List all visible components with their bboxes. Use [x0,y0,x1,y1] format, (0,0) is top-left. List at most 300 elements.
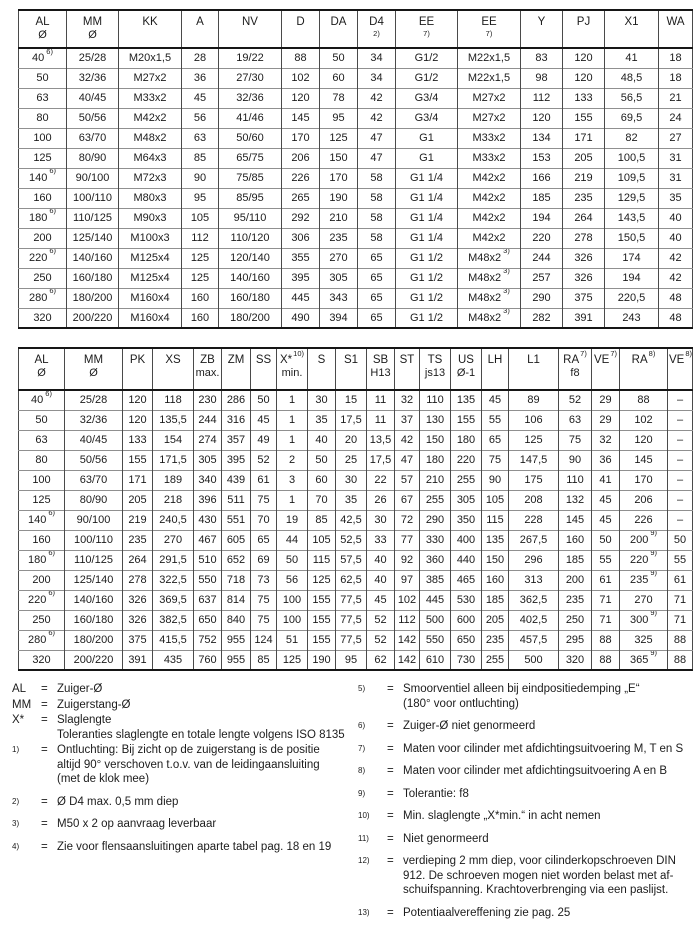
table-cell: – [668,410,693,430]
column-header: Y [521,10,563,48]
footnote-text: Zie voor flensaansluitingen aparte tabel pag. 18 en 19 [57,840,332,853]
table-cell: 29 [592,410,620,430]
table-cell: 395 [222,450,251,470]
footnote-item [12,698,346,713]
table-cell: 330 [420,530,451,550]
table-body [19,390,693,670]
table-cell: 322,5 [153,570,194,590]
table-cell: 77,5 [336,630,367,650]
table-cell: 730 [451,650,482,670]
table-cell: 189 [153,470,194,490]
table-cell: 278 [123,570,153,590]
table-cell: 62 [367,650,395,670]
table-cell: 85/95 [219,188,282,208]
footnote-equals: = [41,818,48,830]
table-cell: 286 [222,390,251,410]
table-cell: 88 [282,48,320,68]
table-cell: 500 [420,610,451,630]
footnote-marker: 10) [358,811,370,820]
table-cell: 47 [358,148,396,168]
table-cell: 100/110 [65,530,123,550]
table-cell: 145 [620,450,668,470]
footnote-marker: 4) [12,841,20,851]
table-cell: 150 [320,148,358,168]
table-cell: 155 [563,108,605,128]
table-cell: 125 [19,148,67,168]
table-cell: 58 [358,188,396,208]
table-cell: 28 [182,48,219,68]
table-cell: – [668,430,693,450]
table-cell: M42x2 [458,188,521,208]
table-cell: 120 [521,108,563,128]
table-cell: M22x1,5 [458,48,521,68]
table-cell: 32/36 [219,88,282,108]
table-cell: 50 [320,48,358,68]
table-cell: 160 [182,288,219,308]
table-row [19,410,693,430]
table-cell: M27x2 [458,88,521,108]
table-cell: 171 [123,470,153,490]
column-header: X1 [605,10,659,48]
table-row [19,108,693,128]
table-cell: 235 [320,228,358,248]
column-header: SB H13 [367,348,395,390]
table-row [19,610,693,630]
table-cell: M72x3 [119,168,182,188]
table-cell: 88 [668,630,693,650]
table-cell: 255 [482,650,509,670]
table-cell: 30 [367,510,395,530]
table-cell: 102 [620,410,668,430]
table-cell: M42x2 [458,228,521,248]
table-cell: 65 [482,430,509,450]
table-cell: 180 [451,430,482,450]
table-cell: G1 1/4 [396,228,458,248]
table-cell: 22 [367,470,395,490]
table-cell: 95 [182,188,219,208]
table-cell: 30 [336,470,367,490]
table-cell: 125/140 [65,570,123,590]
table-cell: 40 [659,228,693,248]
footnote-text: Zuiger-Ø [57,683,103,695]
table-cell: 551 [222,510,251,530]
table-cell: 56 [277,570,308,590]
footnote-item [358,764,692,779]
table-cell: 120 [563,68,605,88]
table-cell: 80 [19,108,67,128]
table-cell: 650 [194,610,222,630]
table-cell: 120 [282,88,320,108]
table-cell: 112 [182,228,219,248]
table-cell: 445 [420,590,451,610]
table-cell: G1 1/2 [396,248,458,268]
table-cell: M48x2 [119,128,182,148]
table-cell: 65 [358,248,396,268]
table-cell: 439 [222,470,251,490]
table-cell: 40 [308,430,336,450]
table-cell: 295 [559,630,592,650]
table-cell: 140$^{6)}$ [19,168,67,188]
table-cell: 50/56 [65,450,123,470]
table-cell: 220$^{9)}$ [620,550,668,570]
table-cell: 135,5 [153,410,194,430]
table-cell: 78 [320,88,358,108]
table-cell: 112 [521,88,563,108]
table-cell: 250 [19,268,67,288]
table-cell: 49 [251,430,277,450]
table-cell: M100x3 [119,228,182,248]
table-cell: 63 [19,88,67,108]
table-cell: 32 [592,430,620,450]
table-cell: 320 [19,308,67,328]
table-cell: 47 [358,128,396,148]
column-header: RA$^{8)}$ [620,348,668,390]
table-cell: 56,5 [605,88,659,108]
table-cell: 85 [308,510,336,530]
footnotes-legend [12,682,692,928]
table-cell: 125 [19,490,65,510]
table-cell: 120 [123,410,153,430]
table-cell: 235 [123,530,153,550]
table-row [19,288,693,308]
footnotes-left-column [12,682,346,928]
table-cell: G1 1/4 [396,208,458,228]
table-cell: 180$^{6)}$ [19,208,67,228]
table-cell: 73 [251,570,277,590]
table-cell: 240,5 [153,510,194,530]
footnote-item [358,787,692,802]
table-cell: 153 [521,148,563,168]
footnote-item [358,832,692,847]
table-cell: 125 [182,248,219,268]
footnote-marker: 11) [358,833,369,843]
table-cell: 80/90 [65,490,123,510]
table-cell: 155 [308,610,336,630]
footnote-marker: 13) [358,907,370,917]
table-cell: 243 [605,308,659,328]
table-cell: 140/160 [219,268,282,288]
footnote-equals: = [387,832,394,845]
table-cell: 42 [659,248,693,268]
table-cell: 840 [222,610,251,630]
footnote-text: verdieping 2 mm diep, voor cilinderkopschroeven DIN 912. De schroeven mogen niet worden belast met af- schuifspanning. Krachtoverbrenging via een paslijst. [403,855,676,896]
table-cell: 208 [509,490,559,510]
column-header: EE 7) [458,10,521,48]
footnote-equals: = [387,787,394,800]
table-cell: 174 [605,248,659,268]
table-cell: – [668,510,693,530]
table-cell: 41 [592,470,620,490]
table-cell: 143,5 [605,208,659,228]
table-cell: 132 [559,490,592,510]
footnote-marker: 9) [358,788,366,798]
table-cell: 350 [451,510,482,530]
table-cell: 110/120 [219,228,282,248]
table-cell: 326 [123,610,153,630]
table-cell: 32 [395,390,420,410]
table-cell: 69 [251,550,277,570]
table-cell: G1 [396,128,458,148]
table-cell: 90/100 [67,168,119,188]
table-cell: 61 [592,570,620,590]
table-cell: 70 [251,510,277,530]
table-cell: 102 [395,590,420,610]
table-cell: 1 [277,490,308,510]
table-cell: 250 [19,610,65,630]
footnote-equals: = [41,683,48,695]
table-cell: G1 1/4 [396,188,458,208]
table-cell: 88 [592,630,620,650]
table-cell: M160x4 [119,288,182,308]
table-cell: G1/2 [396,48,458,68]
table-row [19,450,693,470]
table-cell: 306 [282,228,320,248]
table-cell: 154 [153,430,194,450]
table-cell: 80 [19,450,65,470]
table-cell: 362,5 [509,590,559,610]
table-cell: M42x2 [119,108,182,128]
table-cell: 17,5 [367,450,395,470]
table-row [19,390,693,410]
table-cell: 550 [194,570,222,590]
header-row [19,10,693,48]
table-cell: 235 [559,590,592,610]
table-cell: 109,5 [605,168,659,188]
table-cell: 194 [605,268,659,288]
table-cell: 814 [222,590,251,610]
table-cell: 220 [451,450,482,470]
table-cell: 402,5 [509,610,559,630]
table-cell: 145 [559,510,592,530]
table-cell: 42 [358,108,396,128]
column-header: ZM [222,348,251,390]
table-cell: 218 [153,490,194,510]
table-row [19,148,693,168]
table-cell: 50 [19,68,67,88]
table-cell: 142 [395,650,420,670]
table-cell: G1 [396,148,458,168]
table-cell: 305 [451,490,482,510]
table-cell: 105 [482,490,509,510]
footnotes-right-column [358,682,692,928]
table-cell: 40/45 [65,430,123,450]
table-cell: 80/90 [67,148,119,168]
table-cell: – [668,490,693,510]
table-cell: 160 [19,188,67,208]
table-cell: 133 [123,430,153,450]
table-cell: 180/200 [67,288,119,308]
table-cell: 200/220 [65,650,123,670]
table-cell: 175 [509,470,559,490]
table-row [19,510,693,530]
table-cell: 110 [559,470,592,490]
table-cell: 65 [358,288,396,308]
table-cell: G3/4 [396,108,458,128]
table-row [19,228,693,248]
table-cell: 430 [194,510,222,530]
table-cell: G1 1/2 [396,268,458,288]
table-cell: 56 [182,108,219,128]
table-cell: M64x3 [119,148,182,168]
footnote-marker: AL [12,683,27,695]
table-cell: 610 [420,650,451,670]
table-cell: 637 [194,590,222,610]
table-cell: 41/46 [219,108,282,128]
table-cell: 90 [559,450,592,470]
dimensions-table-top [18,9,693,329]
table-cell: 75/85 [219,168,282,188]
table-cell: 32/36 [67,68,119,88]
table-cell: 190 [308,650,336,670]
table-cell: 235 [482,630,509,650]
footnote-marker: 1) [12,745,20,754]
footnote-equals: = [387,742,394,755]
footnote-text: Maten voor cilinder met afdichtingsuitvoering M, T en S [403,742,684,755]
table-cell: 605 [222,530,251,550]
table-cell: 120 [123,390,153,410]
table-cell: 718 [222,570,251,590]
table-cell: 170 [320,168,358,188]
dimensions-table-bottom [18,347,693,671]
footnote-marker: MM [12,698,32,711]
column-header: ST [395,348,420,390]
table-cell: 235 [563,188,605,208]
footnote-item [358,682,692,711]
table-cell: 170 [620,470,668,490]
table-cell: 265 [282,188,320,208]
table-cell: 210 [320,208,358,228]
table-cell: 230 [194,390,222,410]
table-cell: 105 [182,208,219,228]
table-cell: 270 [620,590,668,610]
table-cell: 457,5 [509,630,559,650]
table-cell: 291,5 [153,550,194,570]
table-cell: 140/160 [65,590,123,610]
footnote-marker: 5) [358,684,366,693]
table-cell: – [668,470,693,490]
table-cell: 34 [358,68,396,88]
table-cell: 129,5 [605,188,659,208]
table-cell: 27/30 [219,68,282,88]
table-cell: 52 [251,450,277,470]
table-cell: M125x4 [119,248,182,268]
table-cell: G1 1/2 [396,308,458,328]
footnote-text: Ø D4 max. 0,5 mm diep [57,795,179,808]
column-header: XS [153,348,194,390]
table-cell: M33x2 [119,88,182,108]
table-cell: 160/180 [67,268,119,288]
table-cell: 118 [153,390,194,410]
table-cell: 105 [308,530,336,550]
table-cell: 180/200 [219,308,282,328]
table-row [19,128,693,148]
footnote-item [12,713,346,742]
table-cell: – [668,450,693,470]
footnote-equals: = [387,855,394,867]
table-row [19,550,693,570]
column-header: US Ø-1 [451,348,482,390]
table-cell: 652 [222,550,251,570]
table-cell: 75 [251,590,277,610]
table-cell: 90/100 [65,510,123,530]
table-cell: G3/4 [396,88,458,108]
table-cell: 440 [451,550,482,570]
table-row [19,48,693,68]
footnote-equals: = [41,840,48,853]
table-cell: 255 [451,470,482,490]
table-cell: 75 [482,450,509,470]
table-cell: 125/140 [67,228,119,248]
table-cell: M33x2 [458,148,521,168]
table-cell: 67 [395,490,420,510]
table-cell: 71 [592,610,620,630]
table-cell: 185 [521,188,563,208]
table-cell: 226 [620,510,668,530]
column-header: PK [123,348,153,390]
table-cell: 180$^{6)}$ [19,550,65,570]
table-cell: 210 [420,470,451,490]
footnote-item [358,719,692,734]
table-cell: 30 [308,390,336,410]
column-header: TS js13 [420,348,451,390]
footnote-equals: = [41,744,48,756]
table-cell: 11 [367,410,395,430]
table-cell: 58 [358,228,396,248]
table-cell: 75 [251,490,277,510]
table-cell: 360 [420,550,451,570]
table-cell: 42 [395,430,420,450]
table-cell: 369,5 [153,590,194,610]
table-cell: 142 [395,630,420,650]
table-cell: 50 [668,530,693,550]
footnote-marker: 6) [358,721,366,730]
table-cell: 19 [277,510,308,530]
table-cell: 305 [194,450,222,470]
table-cell: 95/110 [219,208,282,228]
table-cell: 102 [282,68,320,88]
table-cell: M48x2$^{3)}$ [458,248,521,268]
table-cell: 190 [320,188,358,208]
table-cell: 206 [282,148,320,168]
table-cell: 500 [509,650,559,670]
table-cell: 244 [194,410,222,430]
table-cell: M80x3 [119,188,182,208]
table-cell: 112 [395,610,420,630]
table-cell: M90x3 [119,208,182,228]
table-cell: 25 [336,450,367,470]
table-cell: 264 [123,550,153,570]
table-cell: M48x2$^{3)}$ [458,288,521,308]
table-cell: 200 [19,570,65,590]
table-cell: 160/180 [65,610,123,630]
table-cell: 45 [592,510,620,530]
table-cell: 77 [395,530,420,550]
table-cell: 110/125 [67,208,119,228]
table-row [19,490,693,510]
column-header: LH [482,348,509,390]
footnote-text: Smoorventiel alleen bij eindpositiedemping „E“ (180° voor ontluchting) [403,683,640,710]
footnote-marker: 7) [358,743,366,753]
footnote-text: Niet genormeerd [403,832,489,845]
table-cell: 100 [19,470,65,490]
table-cell: 270 [320,248,358,268]
table-cell: 60 [308,470,336,490]
table-cell: 89 [509,390,559,410]
table-cell: 77,5 [336,590,367,610]
column-header: DA [320,10,358,48]
table-cell: 220$^{6)}$ [19,590,65,610]
table-cell: 320 [19,650,65,670]
